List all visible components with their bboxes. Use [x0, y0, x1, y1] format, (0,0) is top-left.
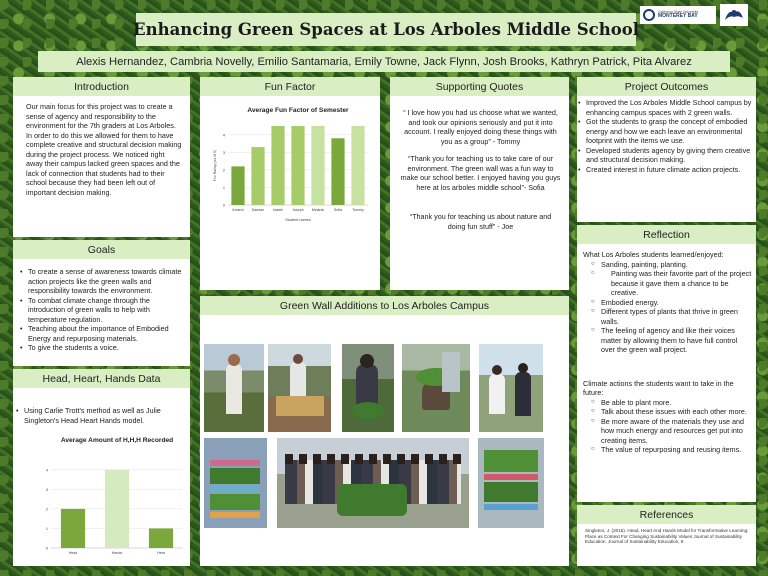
- list-item: • To create a sense of awareness towards climate action projects like the green walls and responsibility towards the environment.: [19, 267, 184, 296]
- gallery-heading: Green Wall Additions to Los Arboles Campus: [200, 296, 569, 315]
- university-seal-icon: [643, 9, 655, 21]
- photo-painting-pallet: [268, 344, 331, 432]
- chart-title: Average Fun Factor of Semester: [247, 107, 349, 114]
- x-tick-label: Head: [68, 551, 78, 555]
- quote-sofia: “Thank you for teaching us to take care of our environment. The green wall was a fun way to make our school better. I enjoyed having you guys here at los arboles middle school”- Sofia: [400, 154, 561, 192]
- title-banner: [133, 13, 639, 46]
- photo-student-standing: [204, 344, 264, 432]
- authors-banner: [38, 51, 730, 72]
- outcomes-heading: Project Outcomes: [577, 77, 756, 96]
- x-tick-label: Melanie: [311, 208, 325, 212]
- bar-joseph: [291, 126, 304, 205]
- x-tick-label: Amarni: [232, 208, 244, 212]
- list-item: ○ The value of repurposing and reusing items.: [591, 445, 752, 455]
- list-item: • Created interest in future climate action projects.: [577, 165, 752, 175]
- y-tick-label: 2: [45, 507, 48, 512]
- x-tick-label: Joseph: [292, 208, 304, 212]
- list-item: • Using Carlie Trott's method as well as Julie Singleton's Head Heart Hands model.: [15, 406, 184, 425]
- goals-heading: Goals: [13, 240, 190, 259]
- introduction-panel: [13, 77, 190, 237]
- y-tick-label: 3: [45, 487, 48, 492]
- authors-list: Alexis Hernandez, Cambria Novelly, Emilio Santamaria, Emily Towne, Jack Flynn, Josh Brooks, Kathryn Patrick, Pita Alvarez: [76, 55, 692, 68]
- reference-citation: Singleton, J. (2015). Head, Heart And Hands Model for Transformative Learning: Place as Context For Changing Sustainability Values Journal of Sustainability Education. Journal of Sustainability Education, 9.: [585, 528, 749, 545]
- y-tick-label: 1: [222, 185, 225, 190]
- photo-hands-plant: [402, 344, 470, 432]
- bar-melanie: [311, 126, 324, 205]
- logo-line-2: MONTEREY BAY: [658, 13, 698, 20]
- list-item: • To combat climate change through the introduction of green walls to help with temperature regulation.: [19, 296, 184, 325]
- bar-damian: [251, 147, 264, 205]
- x-tick-label: Hands: [111, 551, 123, 555]
- list-item: • To give the students a voice.: [19, 343, 184, 353]
- y-tick-label: 2: [222, 168, 225, 173]
- bar-amarni: [231, 166, 244, 205]
- fun-factor-panel: [200, 77, 380, 290]
- goals-list: [13, 259, 190, 353]
- bar-tommy: [351, 126, 364, 205]
- photo-student-planting: [342, 344, 394, 432]
- bar-head: [61, 509, 85, 548]
- hhh-notes: [13, 388, 190, 425]
- logo-line-1: California State University: [658, 9, 699, 14]
- otter-icon: [722, 6, 746, 24]
- x-tick-label: Tommy: [352, 208, 364, 212]
- list-item: ○ Embodied energy.: [591, 298, 752, 308]
- learned-list: [583, 260, 752, 355]
- quote-joe: “Thank you for teaching us about nature and doing fun stuff” - Joe: [409, 212, 552, 231]
- gallery-panel: [200, 296, 569, 566]
- csumb-logo: [640, 6, 716, 24]
- mascot-logo: [720, 4, 748, 26]
- fun-factor-chart: [200, 98, 380, 288]
- list-item: ○ The feeling of agency and like their voices matter by allowing them to have full control over the green wall project.: [591, 326, 752, 355]
- y-tick-label: 4: [45, 468, 48, 473]
- y-tick-label: 1: [45, 526, 48, 531]
- list-item: ○ Talk about these issues with each other more.: [591, 407, 752, 417]
- introduction-heading: Introduction: [13, 77, 190, 96]
- list-item: ○ Be able to plant more.: [591, 398, 752, 408]
- poster-title: Enhancing Green Spaces at Los Arboles Middle School: [133, 20, 639, 39]
- reflection-heading: Reflection: [577, 225, 756, 244]
- quotes-panel: [390, 77, 569, 290]
- photo-green-wall-right: [478, 438, 544, 528]
- y-tick-label: 3: [222, 150, 225, 155]
- actions-list: [583, 398, 752, 455]
- bar-isaiah: [271, 126, 284, 205]
- hhh-panel: [13, 369, 190, 566]
- photo-students-outdoor: [479, 344, 543, 432]
- hhh-chart: [13, 426, 190, 566]
- fun-factor-heading: Fun Factor: [200, 77, 380, 96]
- y-axis-label: Fun Rating (out of 5): [213, 149, 217, 182]
- goals-panel: [13, 240, 190, 366]
- bar-hands: [105, 470, 129, 548]
- reflection-panel: [577, 225, 756, 502]
- outcomes-panel: [577, 77, 756, 222]
- y-tick-label: 0: [222, 203, 225, 208]
- references-panel: [577, 505, 756, 566]
- photo-group: [277, 438, 469, 528]
- list-item: ○ Different types of plants that thrive in green walls.: [591, 307, 752, 326]
- list-item: • Got the students to grasp the concept of embodied energy and how we each leave an environmental footprint with the items we use.: [577, 117, 752, 146]
- list-item: ○ Painting was their favorite part of the project because it gave them a chance to be creative.: [591, 269, 752, 298]
- list-item: ○ Be more aware of the materials they use and how much energy and resources get put into creating items.: [591, 417, 752, 446]
- y-tick-label: 0: [45, 546, 48, 551]
- list-item: • Teaching about the importance of Embodied Energy and repurposing materials.: [19, 324, 184, 343]
- x-tick-label: Isaiah: [273, 208, 283, 212]
- bar-heat: [149, 528, 173, 548]
- actions-intro: Climate actions the students want to take in the future:: [583, 378, 734, 397]
- references-heading: References: [577, 505, 756, 524]
- chart-title: Average Amount of H,H,H Recorded: [60, 437, 174, 444]
- x-tick-label: Sofia: [333, 208, 343, 212]
- learned-intro: What Los Arboles students learned/enjoyed:: [583, 250, 724, 259]
- bar-sofia: [331, 138, 344, 205]
- introduction-text: Our main focus for this project was to create a sense of agency and responsibility to the environment for the 7th graders at Los Arboles. In order to do this we allowed for them to have complete creative and structural decision making during the project process. We noticed right away their campus lacked green spaces and the lack of connection that students had to their school because they had been left out of important decision making.: [26, 102, 182, 197]
- quotes-heading: Supporting Quotes: [390, 77, 569, 96]
- hhh-heading: Head, Heart, Hands Data: [13, 369, 190, 388]
- quote-tommy: “ I love how you had us choose what we wanted, and took our opinions seriously and put it into account. I really enjoyed doing these things with you as a group” - Tommy: [403, 108, 558, 146]
- y-tick-label: 4: [222, 133, 225, 138]
- x-tick-label: Heat: [157, 551, 165, 555]
- list-item: ○ Sanding, painting, planting.: [591, 260, 752, 270]
- x-tick-label: Damian: [251, 208, 265, 212]
- photo-green-wall-left: [204, 438, 267, 528]
- x-axis-label: Student names: [285, 218, 311, 222]
- outcomes-list: [577, 96, 756, 174]
- list-item: • Developed students agency by giving them creative and structural decision making.: [577, 146, 752, 165]
- list-item: • Improved the Los Arboles Middle School campus by enhancing campus spaces with 2 green walls.: [577, 98, 752, 117]
